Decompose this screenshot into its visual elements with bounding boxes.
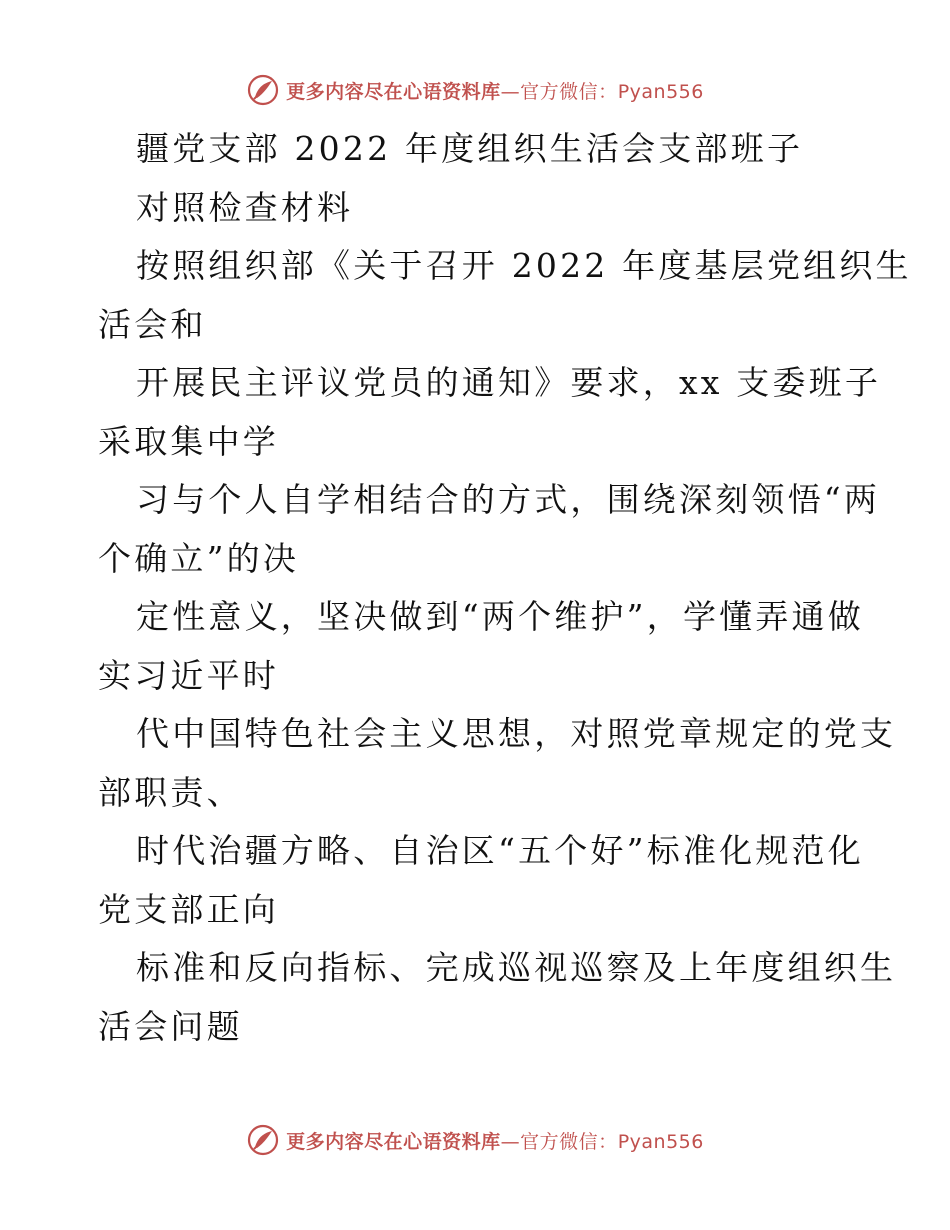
watermark-wechat-label: 官方微信：: [520, 1130, 618, 1153]
footer-watermark: [0, 1120, 950, 1160]
title-line-1: 疆党支部 2022 年度组织生活会支部班子: [136, 129, 804, 168]
paragraph-line: 活会和: [98, 304, 207, 344]
paragraph-line: 开展民主评议党员的通知》要求，xx 支委班子: [136, 363, 882, 402]
watermark-site-name: 更多内容尽在心语资料库: [286, 1130, 501, 1153]
watermark-dash: —: [500, 80, 521, 103]
paragraph-line: 代中国特色社会主义思想，对照党章规定的党支: [136, 714, 897, 753]
watermark-dash: —: [500, 1130, 521, 1153]
leaf-pen-logo-icon: [246, 1123, 280, 1157]
watermark-text: [286, 1127, 704, 1154]
watermark-text: [286, 77, 704, 104]
paragraph-line: 个确立”的决: [98, 538, 300, 578]
paragraph-line: 标准和反向指标、完成巡视巡察及上年度组织生: [136, 948, 897, 987]
paragraph-line: 采取集中学: [98, 421, 279, 461]
paragraph-line: 部职责、: [98, 772, 243, 812]
paragraph-line: 定性意义，坚决做到“两个维护”，学懂弄通做: [136, 597, 864, 636]
paragraph-line: 按照组织部《关于召开 2022 年度基层党组织生: [136, 246, 912, 285]
paragraph-line: 习与个人自学相结合的方式，围绕深刻领悟“两: [136, 480, 881, 519]
leaf-pen-logo-icon: [246, 73, 280, 107]
header-watermark: [0, 70, 950, 110]
watermark-wechat-label: 官方微信：: [520, 80, 618, 103]
paragraph-line: 活会问题: [98, 1006, 243, 1046]
watermark-wechat-id: Pyan556: [617, 1130, 704, 1153]
paragraph-line: 时代治疆方略、自治区“五个好”标准化规范化: [136, 831, 864, 870]
document-body: [98, 120, 912, 1056]
watermark-wechat-id: Pyan556: [617, 80, 704, 103]
paragraph-line: 党支部正向: [98, 889, 279, 929]
watermark-site-name: 更多内容尽在心语资料库: [286, 80, 501, 103]
title-line-2: 对照检查材料: [136, 187, 354, 227]
paragraph-line: 实习近平时: [98, 655, 279, 695]
